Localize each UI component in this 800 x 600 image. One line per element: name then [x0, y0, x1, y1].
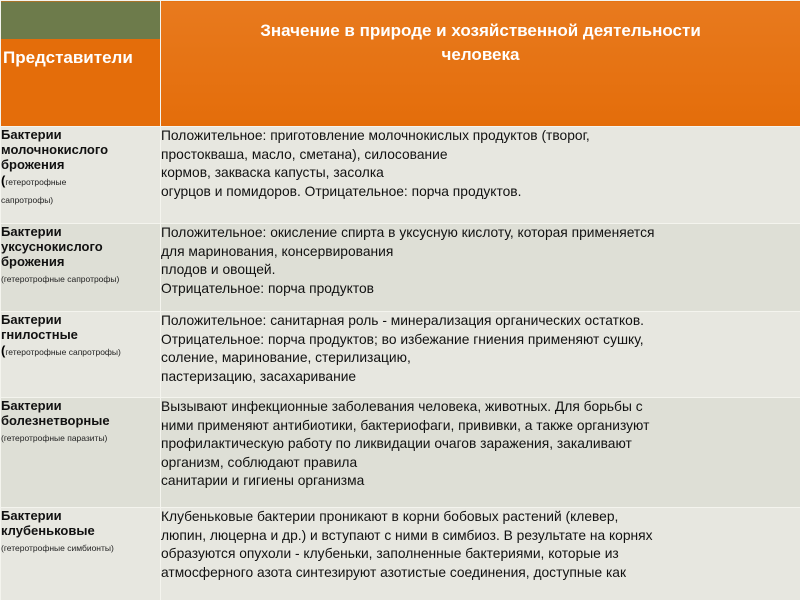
bacteria-type: (гетеротрофные симбионты) — [1, 543, 114, 553]
bacteria-type: (гетеротрофные паразиты) — [1, 433, 108, 443]
table-row — [1, 127, 800, 224]
table-header-row — [1, 1, 800, 127]
significance-cell: Положительное: санитарная роль - минерализация органических остатков. Отрицательное: порча продуктов; во избежание гниения применяют сушку, соление, маринование, стерилизацию, пастеризацию, засахаривание — [161, 312, 800, 398]
table-row — [1, 224, 800, 312]
bacteria-type: (гетеротрофные сапротрофы) — [1, 274, 120, 284]
table-row — [1, 398, 800, 508]
table-row — [1, 312, 800, 398]
header-significance-line: Значение в природе и хозяйственной деятельности — [260, 21, 701, 40]
bacteria-name-cell: Бактерии молочнокислого брожения (гетеротрофные сапротрофы) — [1, 127, 161, 224]
bacteria-name-cell: Бактерии болезнетворные (гетеротрофные паразиты) — [1, 398, 161, 508]
bacteria-name-cell: Бактерии уксуснокислого брожения (гетеротрофные сапротрофы) — [1, 224, 161, 312]
significance-cell: Положительное: окисление спирта в уксусную кислоту, которая применяется для маринования, консервирования плодов и овощей. Отрицательное: порча продуктов — [161, 224, 800, 312]
header-significance-line: человека — [441, 45, 520, 64]
header-representatives: Представители — [1, 1, 161, 127]
significance-cell: Вызывают инфекционные заболевания человека, животных. Для борьбы с ними применяют антибиотики, бактериофаги, прививки, а также организуют профилактическую работу по ликвидации очагов заражения, закаливают организм, соблюдают правила санитарии и гигиены организма — [161, 398, 800, 508]
significance-cell: Клубеньковые бактерии проникают в корни бобовых растений (клевер, люпин, люцерна и др.) и вступают с ними в симбиоз. В результате на корнях образуются опухоли - клубеньки, заполненные бактериями, которые из атмосферного азота синтезируют азотистые соединения, доступные как — [161, 508, 800, 600]
bacteria-name-cell: Бактерии клубеньковые (гетеротрофные симбионты) — [1, 508, 161, 600]
bacteria-type: (гетеротрофные сапротрофы) — [1, 343, 121, 358]
bacteria-name-cell: Бактерии гнилостные (гетеротрофные сапротрофы) — [1, 312, 161, 398]
table-row — [1, 508, 800, 600]
bacteria-type: (гетеротрофные сапротрофы) — [1, 173, 67, 205]
header-significance — [161, 1, 800, 127]
significance-cell: Положительное: приготовление молочнокислых продуктов (творог, простокваша, масло, сметана), силосование кормов, закваска капусты, засолка огурцов и помидоров. Отрицательное: порча продуктов. — [161, 127, 800, 224]
